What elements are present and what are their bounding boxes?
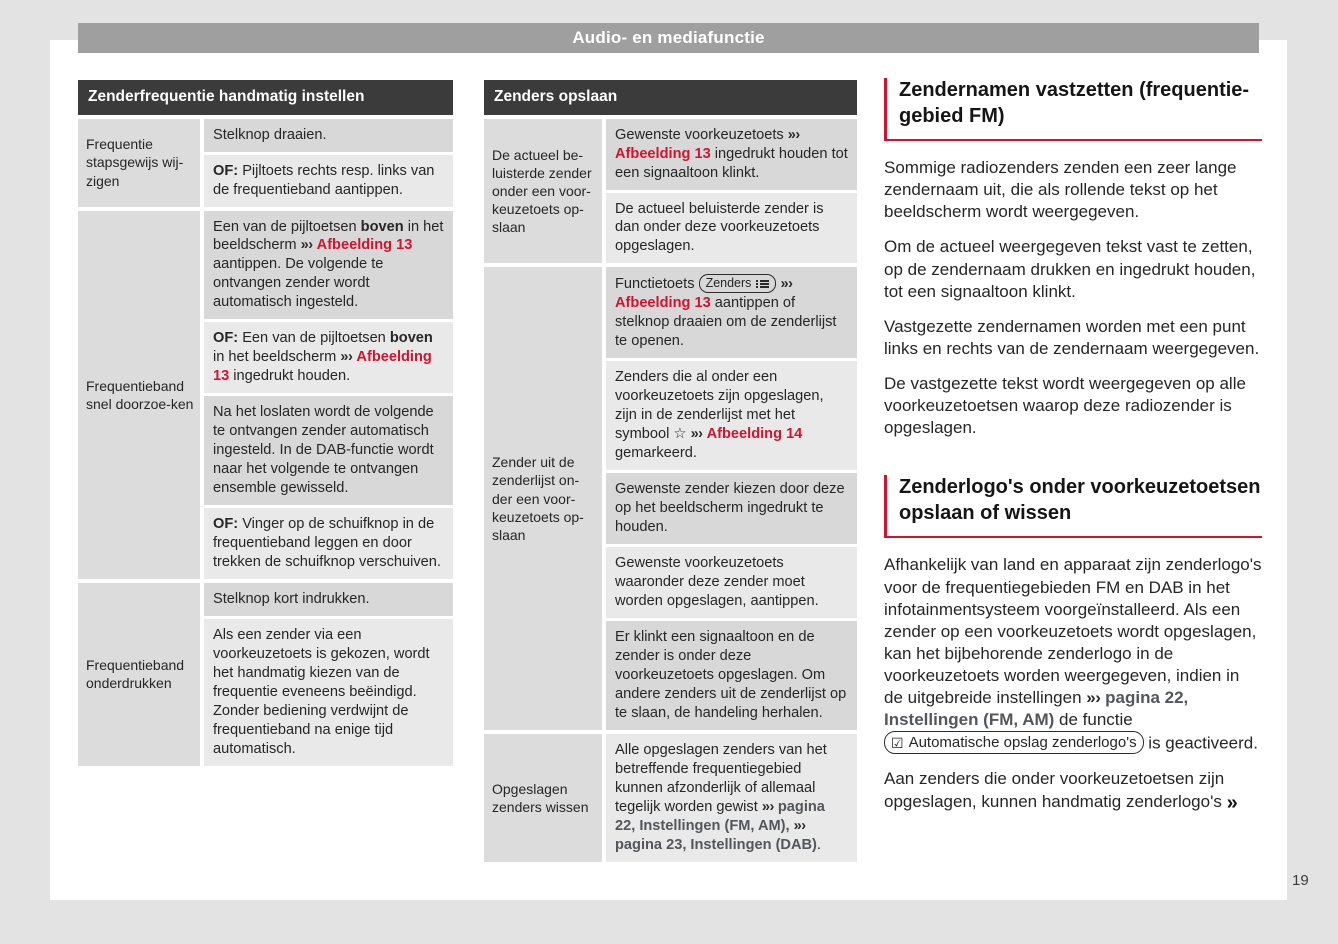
zenders-function-key [699,274,777,293]
table-cell [606,361,857,470]
section-header-title: Audio- en mediafunctie [572,28,765,47]
table-cell [606,547,857,618]
table-zenderfrequentie-handmatig-instellen [78,80,453,766]
text-segment: Een van de pijltoetsen [213,218,361,235]
text-segment: Gewenste zender kiezen door deze op het beeldscherm ingedrukt te houden. [615,481,845,536]
text-segment: Gewenste voorkeuzetoets [615,126,788,143]
row-label: Zender uit de zenderlijst on-der een voor-keuzetoets op-slaan [484,267,602,729]
text-segment: » [1226,791,1237,814]
table-cell [204,583,453,616]
text-segment: gemarkeerd. [615,445,697,462]
text-segment: Stelknop draaien. [213,126,327,143]
text-segment: Alle opgeslagen zenders van het betreffende frequentiegebied kunnen afzonderlijk of allemaal tegelijk worden gewist [615,741,827,815]
table-cell [606,621,857,730]
table-cell [204,396,453,505]
table-group [78,119,453,207]
text-segment: in het beeldscherm [213,349,341,366]
text-segment: »› [340,349,353,366]
list-icon [756,279,769,288]
text-segment: aantippen of stelknop draaien om de zenderlijst te openen. [615,295,837,350]
row-label: Frequentieband snel doorzoe-ken [78,211,200,580]
cross-reference-link[interactable]: pagina 22, Instellingen (FM, AM) [884,687,1189,730]
text-segment: is geactiveerd. [1143,733,1258,753]
paragraph [884,768,1262,816]
article-title: Zenderlogo's onder voorkeuzetoetsen opslaan of wissen [884,475,1262,538]
row-label: Opgeslagen zenders wissen [484,734,602,862]
table-cell [204,119,453,152]
text-segment: boven [389,330,433,347]
table-group [78,211,453,580]
row-cells [606,119,857,264]
text-segment: Als een zender via een voorkeuzetoets is gekozen, wordt het handmatig kiezen van de frequentie eveneens beëindigd. Zonder bediening verdwijnt de frequentieband na enige tijd automatisch. [213,626,430,757]
text-segment: »› [300,237,313,254]
text-segment: Pijltoets rechts resp. links van de frequentieband aantippen. [213,162,435,198]
table-group [484,267,857,729]
article-paragraphs [884,554,1262,815]
table-cell [204,155,453,207]
text-segment: in het beeldscherm [213,218,444,254]
text-segment: De vastgezette tekst wordt weergegeven op alle voorkeuzetoetsen waarop deze radiozender is opgeslagen. [884,373,1246,438]
cross-reference-link[interactable]: Afbeelding 13 [316,237,413,254]
text-segment: Stelknop kort indrukken. [213,591,370,607]
text-segment: Sommige radiozenders zenden een zeer lange zendernaam uit, die als rollende tekst op het beeldscherm wordt weergegeven. [884,158,1237,222]
table-group [484,119,857,264]
text-segment: ingedrukt houden. [229,368,351,385]
text-segment: Vinger op de schuifknop in de frequentieband leggen en door trekken de schuifknop verschuiven. [213,516,441,571]
table-cell [204,508,453,579]
text-segment: »› [690,426,703,443]
cross-reference-link[interactable]: pagina 23, Instellingen (DAB) [615,836,817,853]
text-segment: OF: [213,516,239,533]
page-number: 19 [1292,872,1309,889]
text-segment: Vastgezette zendernamen worden met een punt links en rechts van de zendernaam weergegeven. [884,316,1260,358]
text-segment: Na het loslaten wordt de volgende te ontvangen zender automatisch ingesteld. In de DAB-functie wordt naar het volgende te ontvangen ensemble gewisseld. [213,404,434,497]
text-segment: »› [787,126,800,143]
text-segment: Functietoets [615,276,699,293]
text-segment: »› [1086,687,1101,707]
text-segment: »› [761,798,774,815]
text-segment: Afhankelijk van land en apparaat zijn zenderlogo's voor de frequentiegebieden FM en DAB in het infotainmentsysteem voorgeïnstalleerd. Als een zender op een voorkeuzetoets wordt opgeslagen, kan het bijbehorende zenderlogo in de voorkeuzetoets worden weergegeven, indien in de uitgebreide instellingen [884,555,1262,707]
row-label: Frequentie stapsgewijs wij-zigen [78,119,200,207]
row-cells [606,267,857,729]
text-segment: Er klinkt een signaaltoon en de zender is onder deze voorkeuzetoets opgeslagen. Om andere zenders uit de zenderlijst op te slaan, de handeling herhalen. [615,628,847,721]
checkbox-checked-icon: ☑ [891,734,904,751]
table-cell [204,322,453,393]
text-segment: boven [360,218,404,235]
table-cell [204,211,453,320]
right-text-column [884,78,1262,829]
text-segment: Om de actueel weergegeven tekst vast te zetten, op de zendernaam drukken en ingedrukt houden, tot een signaaltoon klinkt. [884,237,1256,301]
text-segment: Een van de pijltoetsen [238,330,390,347]
table-body [484,119,857,862]
row-cells [204,119,453,207]
table-group [78,583,453,766]
text-segment: aantippen. De volgende te ontvangen zender wordt automatisch ingesteld. [213,256,384,311]
row-label: Frequentieband onderdrukken [78,583,200,766]
table-cell [606,473,857,544]
text-segment: »› [793,817,806,834]
text-segment: Gewenste voorkeuzetoets waaronder deze zender moet worden opgeslagen, aantippen. [615,555,819,609]
key-label: Zenders [705,276,752,291]
key-label: Automatische opslag zenderlogo's [908,734,1137,752]
text-segment: Zenders die al onder een voorkeuzetoets zijn opgeslagen, zijn in de zenderlijst met het symbool [615,369,824,443]
cross-reference-link[interactable]: Afbeelding 13 [615,145,711,162]
checkbox-option-key [884,731,1144,754]
text-segment: ingedrukt houden tot een signaaltoon klinkt. [615,145,848,181]
table-title: Zenderfrequentie handmatig instellen [78,80,453,115]
text-segment: . [816,836,821,853]
table-cell [606,193,857,264]
paragraph [884,316,1262,360]
paragraph [884,236,1262,302]
article-title: Zendernamen vastzetten (frequentie-gebied FM) [884,78,1262,141]
article-paragraphs [884,157,1262,439]
text-segment: »› [780,276,793,293]
article-zendernamen-vastzetten [884,78,1262,439]
table-cell [204,619,453,766]
row-cells [204,211,453,580]
row-cells [204,583,453,766]
text-segment: OF: [213,330,239,347]
table-cell [606,734,857,862]
table-zenders-opslaan [484,80,857,862]
text-segment: de functie [1054,710,1133,730]
paragraph [884,554,1262,754]
text-segment: ☆ [673,426,687,443]
table-group [484,734,857,862]
table-cell [606,267,857,358]
table-body [78,119,453,766]
cross-reference-link[interactable]: Afbeelding 13 [615,295,711,312]
cross-reference-link[interactable]: Afbeelding 14 [706,426,803,443]
section-header-bar [78,23,1259,53]
row-cells [606,734,857,862]
text-segment: OF: [213,162,239,179]
text-segment: Aan zenders die onder voorkeuzetoetsen zijn opgeslagen, kunnen handmatig zenderlogo's [884,768,1227,811]
paragraph [884,373,1262,439]
paragraph [884,157,1262,223]
text-segment: De actueel beluisterde zender is dan onder deze voorkeuzetoets opgeslagen. [615,200,824,255]
table-cell [606,119,857,190]
row-label: De actueel be-luisterde zender onder een voor-keuzetoets op-slaan [484,119,602,264]
cross-reference-link[interactable]: Afbeelding 13 [213,349,432,385]
table-title: Zenders opslaan [484,80,857,115]
article-zenderlogos-opslaan-wissen [884,475,1262,816]
cross-reference-link[interactable]: pagina 22, Instellingen (FM, AM), [615,798,825,834]
